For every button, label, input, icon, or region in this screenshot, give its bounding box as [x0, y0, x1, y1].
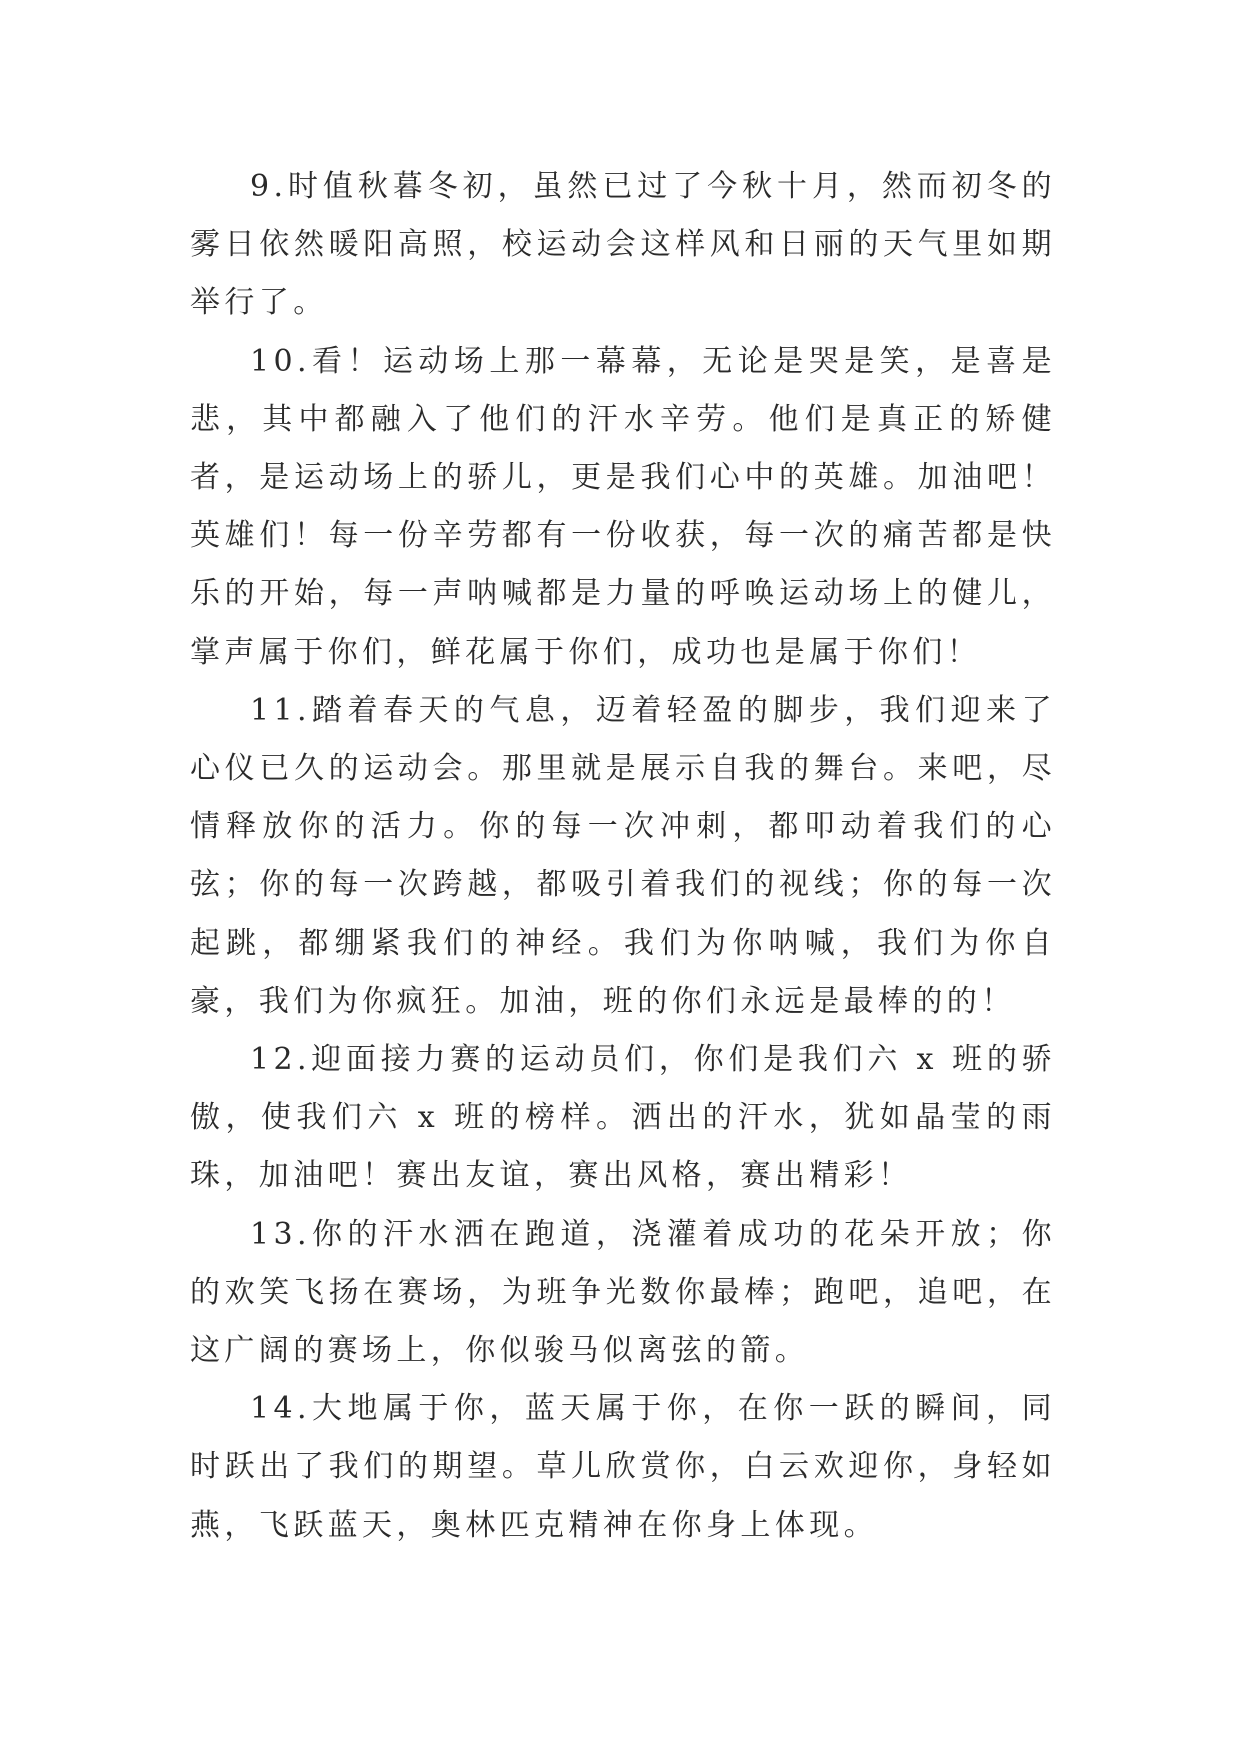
paragraph-9: 9.时值秋暮冬初，虽然已过了今秋十月，然而初冬的雾日依然暖阳高照，校运动会这样风和日丽的天气里如期举行了。: [190, 169, 1056, 321]
paragraph-11: 11.踏着春天的气息，迈着轻盈的脚步，我们迎来了心仪已久的运动会。那里就是展示自我的舞台。来吧，尽情释放你的活力。你的每一次冲刺，都叩动着我们的心弦；你的每一次跨越，都吸引着我们的视线；你的每一次起跳，都绷紧我们的神经。我们为你呐喊，我们为你自豪，我们为你疯狂。加油，班的你们永远是最棒的的！: [190, 692, 1056, 1019]
paragraph-10: 10.看！运动场上那一幕幕，无论是哭是笑，是喜是悲，其中都融入了他们的汗水辛劳。他们是真正的矫健者，是运动场上的骄儿，更是我们心中的英雄。加油吧！英雄们！每一份辛劳都有一份收获，每一次的痛苦都是快乐的开始，每一声呐喊都是力量的呼唤运动场上的健儿，掌声属于你们，鲜花属于你们，成功也是属于你们！: [190, 343, 1056, 670]
paragraph-13: 13.你的汗水洒在跑道，浇灌着成功的花朵开放；你的欢笑飞扬在赛场，为班争光数你最棒；跑吧，追吧，在这广阔的赛场上，你似骏马似离弦的箭。: [190, 1216, 1056, 1369]
document-body: [190, 158, 1056, 1555]
paragraph-14: 14.大地属于你，蓝天属于你，在你一跃的瞬间，同时跃出了我们的期望。草儿欣赏你，白云欢迎你，身轻如燕，飞跃蓝天，奥林匹克精神在你身上体现。: [190, 1391, 1056, 1543]
paragraph-12: 12.迎面接力赛的运动员们，你们是我们六 x 班的骄傲，使我们六 x 班的榜样。洒出的汗水，犹如晶莹的雨珠，加油吧！赛出友谊，赛出风格，赛出精彩！: [190, 1042, 1056, 1194]
